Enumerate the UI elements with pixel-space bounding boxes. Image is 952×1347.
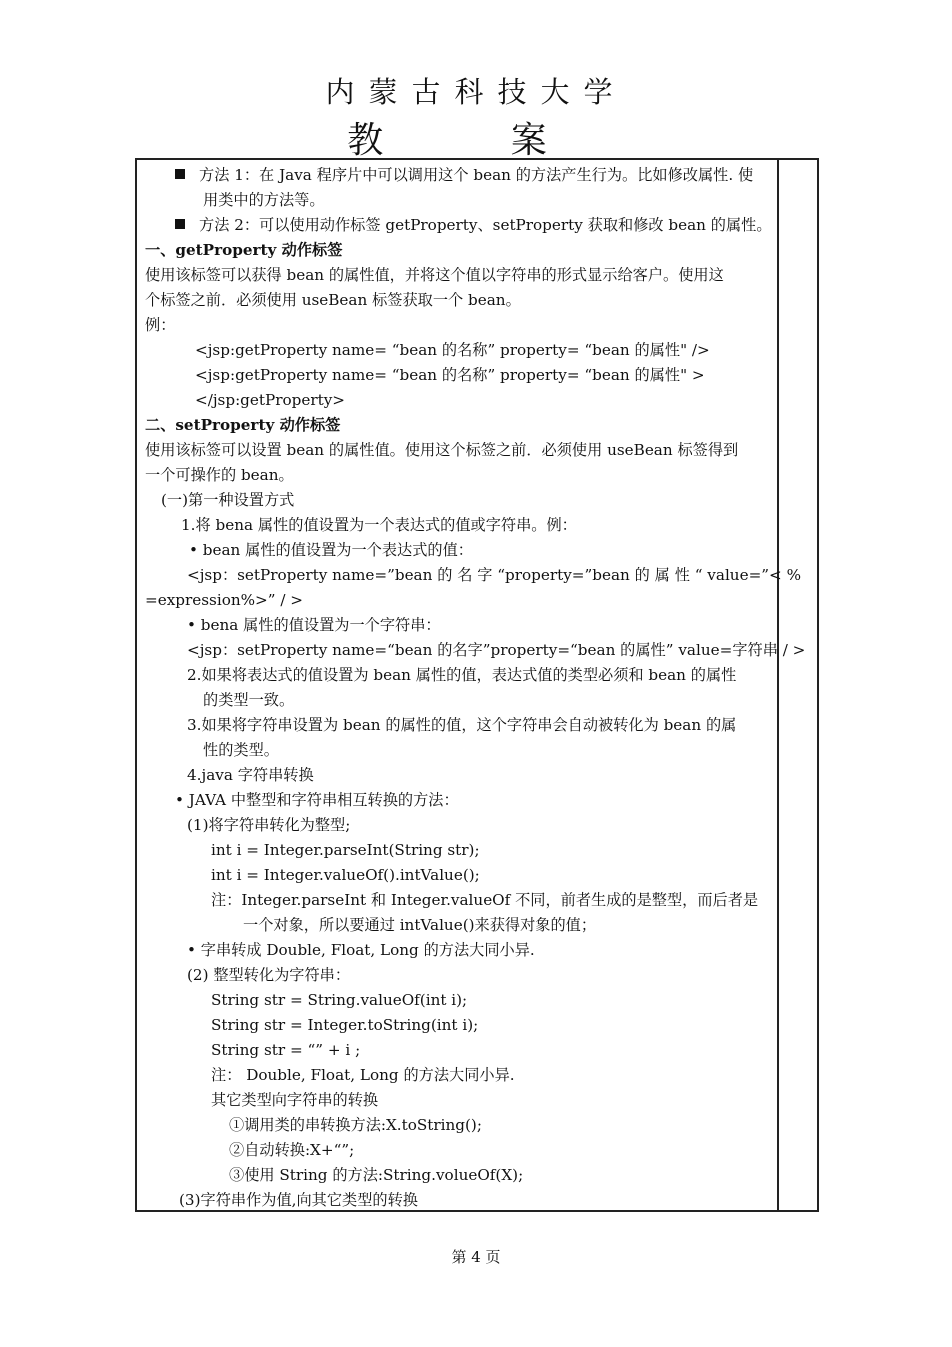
text-line (145, 688, 773, 713)
text-line (145, 188, 773, 213)
line-text: <jsp:getProperty name= “bean 的名称” property= “bean 的属性" > (195, 366, 705, 384)
text-line (145, 738, 773, 763)
text-line (145, 313, 773, 338)
square-bullet-icon (175, 219, 185, 229)
line-text: ①调用类的串转换方法:X.toString(); (229, 1116, 482, 1134)
line-text: 用类中的方法等。 (203, 191, 325, 209)
text-line (145, 538, 773, 563)
text-line (145, 713, 773, 738)
text-line (145, 263, 773, 288)
line-text: =expression%>” / > (145, 591, 304, 609)
line-text: 1.将 bena 属性的值设置为一个表达式的值或字符串。例： (181, 516, 577, 534)
line-text: String str = Integer.toString(int i); (211, 1016, 479, 1034)
text-line (145, 913, 773, 938)
line-text: • bean 属性的值设置为一个表达式的值： (189, 541, 473, 559)
line-text: (1)将字符串转化为整型; (187, 816, 351, 834)
line-text: 二、setProperty 动作标签 (145, 416, 341, 434)
line-text: String str = “” + i ; (211, 1041, 361, 1059)
text-line (145, 663, 773, 688)
content-cell (145, 163, 806, 1213)
line-text: (2) 整型转化为字符串： (187, 966, 351, 984)
line-text: (一)第一种设置方式 (161, 491, 295, 509)
text-line (145, 863, 773, 888)
text-line (145, 888, 773, 913)
text-line (145, 1013, 773, 1038)
line-text: 例： (145, 316, 176, 334)
line-text: 一、getProperty 动作标签 (145, 241, 343, 259)
text-line (145, 938, 773, 963)
text-line (145, 563, 802, 588)
text-line (145, 388, 773, 413)
text-line (145, 838, 773, 863)
line-text: 4.java 字符串转换 (187, 766, 314, 784)
text-line (145, 788, 773, 813)
text-line (145, 763, 773, 788)
line-text: <jsp：setProperty name=“bean 的名字”property=“bean 的属性” value=字符串 / > (187, 641, 806, 659)
line-text: String str = String.valueOf(int i); (211, 991, 468, 1009)
square-bullet-icon (175, 169, 185, 179)
text-line (145, 638, 806, 663)
text-line (145, 513, 773, 538)
line-text: 使用该标签可以设置 bean 的属性值。使用这个标签之前．必须使用 useBean 标签得到 (145, 441, 739, 459)
text-line (145, 988, 773, 1013)
doc-type-title: 教 案 (347, 120, 605, 161)
line-text: 使用该标签可以获得 bean 的属性值，并将这个值以字符串的形式显示给客户。使用这 (145, 266, 724, 284)
line-text: 3.如果将字符串设置为 bean 的属性的值，这个字符串会自动被转化为 bean 的属 (187, 716, 737, 734)
line-text: (3)字符串作为值,向其它类型的转换 (179, 1191, 418, 1209)
content-table (135, 158, 819, 1212)
column-divider (777, 160, 779, 1210)
line-text: </jsp:getProperty> (195, 391, 345, 409)
line-text: 一个对象，所以要通过 intValue()来获得对象的值； (243, 916, 597, 934)
line-text: ②自动转换:X+“”; (229, 1141, 355, 1159)
text-line (145, 363, 773, 388)
text-line (145, 1038, 773, 1063)
text-line (145, 438, 773, 463)
line-text: 性的类型。 (203, 741, 279, 759)
text-line (145, 1138, 773, 1163)
line-text: 注：Integer.parseInt 和 Integer.valueOf 不同，前者生成的是整型，而后者是 (211, 891, 759, 909)
section-heading (145, 413, 773, 438)
line-text: int i = Integer.valueOf().intValue(); (211, 866, 480, 884)
line-text: ③使用 String 的方法:String.volueOf(X); (229, 1166, 524, 1184)
line-text: 2.如果将表达式的值设置为 bean 属性的值，表达式值的类型必须和 bean 的属性 (187, 666, 737, 684)
line-text: 方法 2：可以使用动作标签 getProperty、setProperty 获取和修改 bean 的属性。 (199, 216, 772, 234)
line-text: 一个可操作的 bean。 (145, 466, 294, 484)
text-line (145, 1113, 773, 1138)
section-heading (145, 238, 773, 263)
text-line (145, 1163, 773, 1188)
line-text: 的类型一致。 (203, 691, 295, 709)
bullet-line (145, 213, 773, 238)
text-line (145, 1188, 773, 1213)
line-text: 其它类型向字符串的转换 (211, 1091, 379, 1109)
line-text: 个标签之前．必须使用 useBean 标签获取一个 bean。 (145, 291, 521, 309)
page-number: 第 4 页 (451, 1248, 501, 1266)
university-title: 内蒙古科技大学 (325, 75, 627, 109)
line-text: • JAVA 中整型和字符串相互转换的方法： (175, 791, 459, 809)
text-line (145, 813, 773, 838)
line-text: int i = Integer.parseInt(String str); (211, 841, 480, 859)
text-line (145, 338, 773, 363)
line-text: 方法 1：在 Java 程序片中可以调用这个 bean 的方法产生行为。比如修改属性. 使 (199, 166, 754, 184)
text-line (145, 1088, 773, 1113)
text-line (145, 288, 773, 313)
line-text: <jsp:getProperty name= “bean 的名称” property= “bean 的属性" /> (195, 341, 710, 359)
line-text: • bena 属性的值设置为一个字符串： (187, 616, 441, 634)
text-line (145, 588, 773, 613)
text-line (145, 463, 773, 488)
bullet-line (145, 163, 773, 188)
text-line (145, 613, 773, 638)
line-text: <jsp：setProperty name=”bean 的 名 字 “property=”bean 的 属 性 “ value=”< % (187, 566, 802, 584)
text-line (145, 488, 773, 513)
text-line (145, 963, 773, 988)
line-text: • 字串转成 Double, Float, Long 的方法大同小异. (187, 941, 535, 959)
text-line (145, 1063, 773, 1088)
line-text: 注： Double, Float, Long 的方法大同小异. (211, 1066, 515, 1084)
